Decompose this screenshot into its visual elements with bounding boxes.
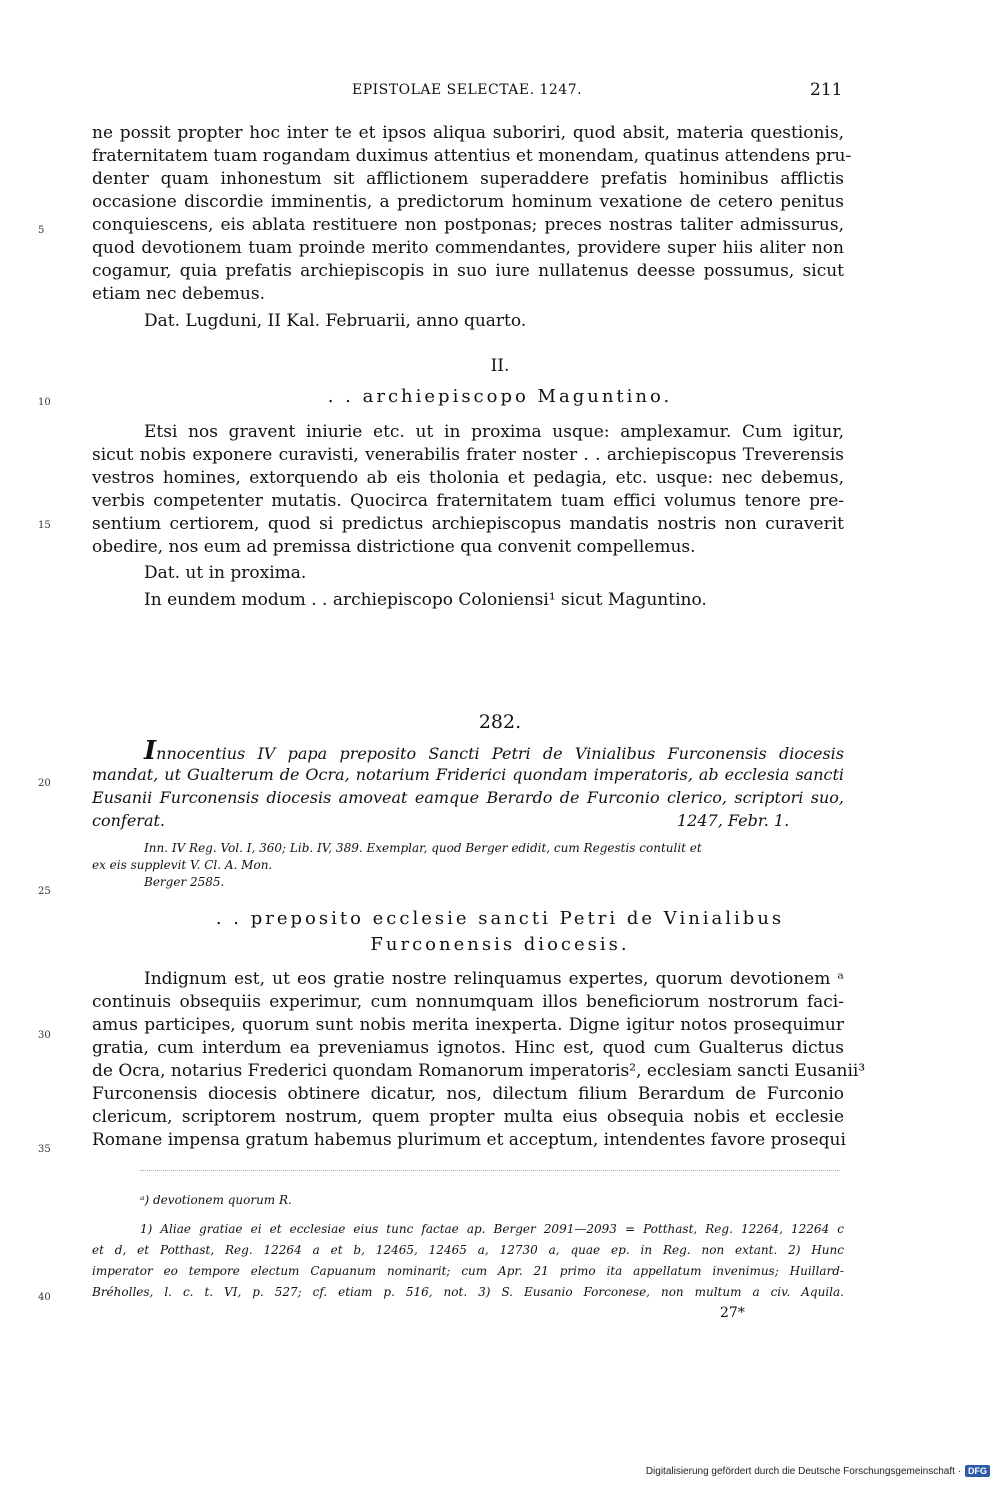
text-line: quod devotionem tuam proinde merito commendantes, providere super hiis aliter non — [92, 238, 844, 258]
address-heading: . . preposito ecclesie sancti Petri de Vinialibus — [215, 908, 785, 929]
text-line: gratia, cum interdum ea preveniamus ignotos. Hinc est, quod cum Gualterus dictus — [92, 1038, 844, 1058]
source-line: ex eis supplevit V. Cl. A. Mon. — [92, 858, 273, 872]
source-line: Inn. IV Reg. Vol. I, 360; Lib. IV, 389. Exemplar, quod Berger edidit, cum Regestis contulit et — [144, 841, 702, 855]
line-number: 5 — [38, 225, 45, 236]
section-numeral: II. — [490, 356, 510, 376]
section-ii-text — [92, 421, 844, 612]
digitization-credit — [646, 1465, 990, 1477]
date-line: Dat. Lugduni, II Kal. Februarii, anno quarto. — [144, 311, 527, 331]
variant-note: ᵃ) devotionem quorum R. — [140, 1193, 292, 1207]
footnote-separator — [140, 1170, 840, 1171]
dfg-logo: DFG — [965, 1465, 990, 1477]
line-number: 15 — [38, 520, 51, 531]
text-line: continuis obsequiis experimur, cum nonnumquam illos beneficiorum nostrorum faci- — [92, 992, 844, 1012]
text-line: Indignum est, ut eos gratie nostre relinquamus expertes, quorum devotionem ᵃ — [144, 969, 844, 989]
text-line: nnocentius IV papa preposito Sancti Petri de Vinialibus Furconensis diocesis — [156, 744, 844, 763]
text-line: denter quam inhonestum sit afflictionem superaddere prefatis hominibus afflictis — [92, 169, 844, 189]
line-number: 30 — [38, 1030, 51, 1041]
line-number: 25 — [38, 886, 51, 897]
text-line: ne possit propter hoc inter te et ipsos aliqua suboriri, quod absit, materia questionis, — [92, 123, 844, 143]
address-heading: Furconensis diocesis. — [370, 934, 630, 955]
text-line: de Ocra, notarius Frederici quondam Romanorum imperatoris², ecclesiam sancti Eusanii³ — [92, 1061, 866, 1081]
letter-text — [92, 968, 866, 1152]
footnote-line: Bréholles, l. c. t. VI, p. 527; cf. etiam p. 516, not. 3) S. Eusanio Forconese, non multum a civ. Aquila. — [92, 1285, 844, 1299]
regest — [92, 736, 844, 832]
regest-date: 1247, Febr. 1. — [677, 811, 790, 830]
credit-text: Digitalisierung gefördert durch die Deutsche Forschungsgemeinschaft · — [645, 1465, 961, 1477]
text-line: mandat, ut Gualterum de Ocra, notarium Friderici quondam imperatoris, ab ecclesia sancti — [92, 765, 844, 784]
line-number: 35 — [38, 1144, 51, 1155]
page-number: 211 — [810, 80, 843, 100]
signature-mark: 27* — [720, 1305, 745, 1321]
text-line: conferat. — [92, 811, 165, 830]
text-line: etiam nec debemus. — [92, 284, 266, 304]
footnote-line: imperator eo tempore electum Capuanum nominarit; cum Apr. 21 primo ita appellatum invenimus; Huillard- — [92, 1264, 844, 1278]
line-number: 20 — [38, 778, 51, 789]
line-number: 40 — [38, 1292, 51, 1303]
text-line: Romane impensa gratum habemus plurimum et acceptum, intendentes favore prosequi — [92, 1130, 846, 1150]
footnote-line: 1) Aliae gratiae ei et ecclesiae eius tunc factae ap. Berger 2091—2093 = Potthast, Reg. 12264, 12264 c — [140, 1222, 844, 1236]
source-notes — [92, 840, 844, 891]
text-line: cogamur, quia prefatis archiepiscopis in suo iure nullatenus deesse possumus, sicut — [92, 261, 844, 281]
running-title: EPISTOLAE SELECTAE. 1247. — [352, 82, 583, 98]
eodem-line: In eundem modum . . archiepiscopo Coloniensi¹ sicut Maguntino. — [144, 590, 707, 610]
footnote-line: et d, et Potthast, Reg. 12264 a et b, 12465, 12465 a, 12730 a, quae ep. in Reg. non extant. 2) Hunc — [92, 1243, 844, 1257]
text-line: obedire, nos eum ad premissa districtione qua convenit compellemus. — [92, 537, 696, 557]
text-line: sicut nobis exponere curavisti, venerabilis frater noster . . archiepiscopus Treverensis — [92, 445, 844, 465]
text-line: amus participes, quorum sunt nobis merita inexperta. Digne igitur notos prosequimur — [92, 1015, 844, 1035]
document-number: 282. — [478, 711, 522, 733]
text-line: Furconensis diocesis obtinere dicatur, nos, dilectum filium Berardum de Furconio — [92, 1084, 844, 1104]
text-line: clericum, scriptorem nostrum, quem propter multa eius obsequia nobis et ecclesie — [92, 1107, 844, 1127]
text-line: Etsi nos gravent iniurie etc. ut in proxima usque: amplexamur. Cum igitur, — [144, 422, 844, 442]
text-line: vestros homines, extorquendo ab eis tholonia et pedagia, etc. usque: nec debemus, — [92, 468, 844, 488]
address-heading: . . archiepiscopo Maguntino. — [327, 386, 673, 407]
text-line: fraternitatem tuam rogandam duximus attentius et monendam, quatinus attendens pru- — [92, 146, 852, 166]
text-line: verbis competenter mutatis. Quocirca fraternitatem tuam effici volumus tenore pre- — [92, 491, 844, 511]
text-line: conquiescens, eis ablata restituere non postponas; preces nostras taliter admissurus, — [92, 215, 844, 235]
letter-continuation — [92, 122, 852, 333]
text-line: Eusanii Furconensis diocesis amoveat eamque Berardo de Furconio clerico, scriptori suo, — [92, 788, 844, 807]
initial-letter: I — [144, 736, 157, 766]
date-line: Dat. ut in proxima. — [144, 563, 307, 583]
footnotes — [92, 1190, 844, 1303]
text-line: occasione discordie imminentis, a predictorum hominum vexatione de cetero penitus — [92, 192, 844, 212]
text-line: sentium certiorem, quod si predictus archiepiscopus mandatis nostris non curaverit — [92, 514, 844, 534]
source-line: Berger 2585. — [144, 875, 225, 889]
line-number: 10 — [38, 397, 51, 408]
